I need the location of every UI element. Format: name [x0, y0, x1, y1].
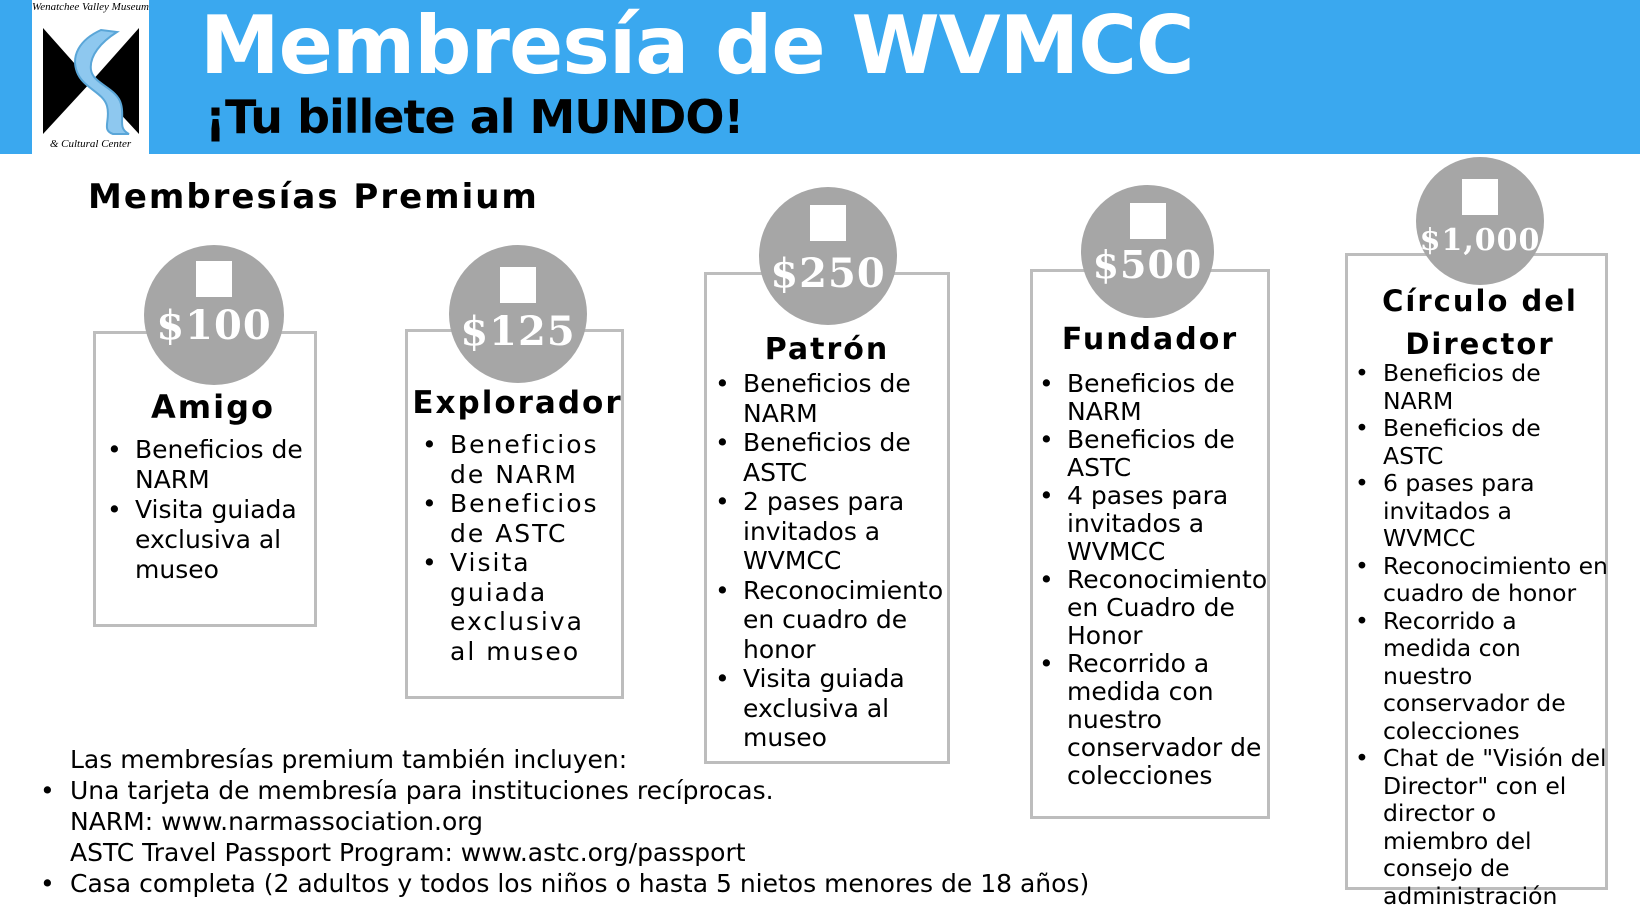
benefit-list-fundador	[1037, 370, 1269, 790]
tier-name: Patrón	[764, 332, 890, 367]
badge-square-icon	[1130, 203, 1166, 239]
page-subtitle: ¡Tu billete al MUNDO!	[205, 90, 744, 144]
badge-square-icon	[196, 261, 232, 297]
benefit-item: • Beneficios de ASTC	[1037, 426, 1269, 482]
list-item: • Casa completa (2 adultos y todos los niños o hasta 5 nietos menores de 18 años)	[40, 868, 1089, 899]
price-badge-amigo	[144, 245, 284, 385]
benefit-item: • Reconocimiento en cuadro de honor	[713, 576, 953, 665]
benefit-item: • Visita guiada exclusiva al museo	[713, 664, 953, 753]
premium-includes-section	[40, 744, 1089, 899]
benefit-item: • Chat de "Visión del Director" con el director o miembro del consejo de administración	[1353, 745, 1608, 910]
tier-price: $1,000	[1419, 223, 1541, 258]
benefit-item: • Visita guiada exclusiva al museo	[420, 548, 620, 666]
benefit-item: • Recorrido a medida con nuestro conservador de colecciones	[1037, 650, 1269, 790]
benefit-item: • Beneficios de ASTC	[1353, 415, 1608, 470]
list-item	[40, 775, 1089, 868]
badge-square-icon	[1462, 179, 1498, 215]
tier-name: Fundador	[1061, 322, 1239, 357]
benefit-list-amigo	[105, 435, 310, 585]
benefit-list-patron	[713, 369, 953, 753]
tier-price: $250	[770, 250, 886, 297]
logo-river-icon	[41, 26, 141, 136]
benefit-item: • Reconocimiento en Cuadro de Honor	[1037, 566, 1269, 650]
benefit-item: • Beneficios de NARM	[1037, 370, 1269, 426]
benefit-item: • Beneficios de NARM	[1353, 360, 1608, 415]
benefit-item: • 2 pases para invitados a WVMCC	[713, 487, 953, 576]
tier-name: Círculo del Director	[1382, 284, 1578, 361]
tier-price: $125	[460, 308, 576, 355]
section-title: Membresías Premium	[88, 177, 539, 217]
tier-name: Amigo	[151, 388, 275, 426]
tier-price: $500	[1092, 242, 1203, 287]
logo-top-text: Wenatchee Valley Museum	[32, 1, 149, 13]
museum-logo	[32, 0, 149, 154]
price-badge-patron	[759, 187, 897, 325]
astc-link[interactable]: ASTC Travel Passport Program: www.astc.org/passport	[70, 838, 746, 867]
narm-link[interactable]: NARM: www.narmassociation.org	[70, 807, 483, 836]
benefit-item: • Beneficios de NARM	[420, 430, 620, 489]
price-badge-explorador	[449, 245, 587, 383]
premium-includes-list	[40, 775, 1089, 899]
premium-includes-intro: Las membresías premium también incluyen:	[70, 745, 628, 774]
price-badge-circulo-del-director	[1416, 157, 1544, 285]
tier-price: $100	[156, 302, 272, 349]
benefit-list-circulo-del-director	[1353, 360, 1608, 910]
benefit-item: • Reconocimiento en cuadro de honor	[1353, 553, 1608, 608]
benefit-item: • Beneficios de NARM	[713, 369, 953, 428]
logo-bottom-text: & Cultural Center	[49, 138, 132, 150]
benefit-item: • 6 pases para invitados a WVMCC	[1353, 470, 1608, 553]
reciprocal-card-text: • Una tarjeta de membresía para instituciones recíprocas.	[70, 776, 774, 805]
benefit-item: • Recorrido a medida con nuestro conservador de colecciones	[1353, 608, 1608, 746]
tier-name: Explorador	[412, 385, 623, 421]
benefit-list-explorador	[420, 430, 620, 666]
price-badge-fundador	[1081, 185, 1214, 318]
benefit-item: • Beneficios de NARM	[105, 435, 310, 495]
benefit-item: • 4 pases para invitados a WVMCC	[1037, 482, 1269, 566]
badge-square-icon	[500, 267, 536, 303]
benefit-item: • Visita guiada exclusiva al museo	[105, 495, 310, 585]
badge-square-icon	[810, 205, 846, 241]
page-title: Membresía de WVMCC	[200, 0, 1194, 92]
benefit-item: • Beneficios de ASTC	[713, 428, 953, 487]
header-banner	[0, 0, 1640, 154]
benefit-item: • Beneficios de ASTC	[420, 489, 620, 548]
